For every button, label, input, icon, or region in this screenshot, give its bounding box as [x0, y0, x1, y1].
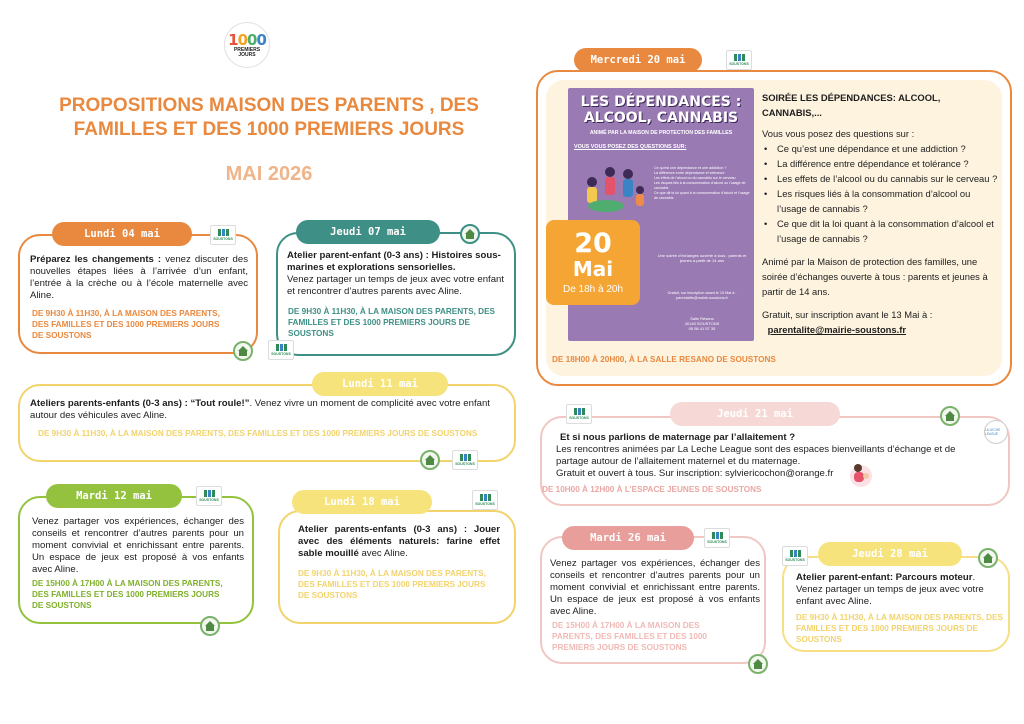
- event-card-lundi-04: [18, 234, 258, 354]
- date-pill-mardi-12: Mardi 12 mai: [46, 484, 182, 508]
- soustons-seal-icon: SOUSTONS: [726, 50, 752, 70]
- soustons-seal-icon: SOUSTONS: [196, 486, 222, 506]
- event-info: DE 9H30 À 11H30, À LA MAISON DES PARENTS, DES FAMILLES ET DES 1000 PREMIERS JOURS DE SOUSTONS: [298, 569, 486, 600]
- poster-question-list: Ce qu’est une dépendance et une addiction ? La différence entre dépendance et tolérance Les effets de l’alcool ou du cannabis sur le cerveau Les risques liés à la consommation d’alcool ou l’usage de cannabis Ce que dit la loi quant à la consommation d’alcool et l’usage de cannabis: [654, 166, 750, 200]
- event-description: Atelier parent-enfant: Parcours moteur. Venez partager un temps de jeux avec votre enfant avec Aline.: [796, 572, 984, 607]
- page-title: PROPOSITIONS MAISON DES PARENTS , DES FAMILLES ET DES 1000 PREMIERS JOURS: [59, 95, 479, 140]
- date-pill-jeudi-21: Jeudi 21 mai: [670, 402, 840, 426]
- soustons-seal-icon: SOUSTONS: [782, 546, 808, 566]
- people-illustration-icon: [578, 160, 648, 214]
- event-description: Atelier parent-enfant (0-3 ans) : Histoires sous-marines et explorations sensorielles. Venez partager un temps de jeux avec votre enfant et rencontrer d’autres parents avec Aline.: [287, 250, 505, 297]
- soustons-seal-icon: SOUSTONS: [452, 450, 478, 470]
- poster-open-text: Une soirée d’échanges ouverte à tous : parents et jeunes à partir de 14 ans: [657, 253, 747, 263]
- event-description: Venez partager vos expériences, échanger des conseils et rencontrer d’autres parents pour un moment convivial et enrichissant entre parents. Un espace de jeux est proposé à vos enfants avec Aline.: [550, 558, 760, 617]
- soustons-seal-icon: SOUSTONS: [472, 490, 498, 510]
- soustons-seal-icon: SOUSTONS: [704, 528, 730, 548]
- logo-number: 1000: [228, 30, 266, 49]
- month-label: MAI 2026: [225, 163, 313, 185]
- house-icon: [978, 548, 998, 568]
- soustons-seal-icon: SOUSTONS: [566, 404, 592, 424]
- event-description: Et si nous parlions de maternage par l’allaitement ? Les rencontres animées par La Leche League sont des espaces bienveillants d’échange et de partage autour de l’allaitement maternel et du maternage. Gratuit et ouvert à tous. Sur inscription: sylviericochon@orange.fr: [556, 432, 956, 479]
- event-description: SOIRÉE LES DÉPENDANCES: ALCOOL, CANNABIS,... Vous vous posez des questions sur : • Ce qu’est une dépendance et une addiction ? • La différence entre dépendance et tolérance ? • Les effets de l’alcool ou du cannabis sur le cerveau ? • Les risques liés à la consommation d’alcool ou l’usage de cannabis ? • Ce que dit la loi quant à la consommation d’alcool et l’usage de cannabis ? Animé par la Maison de protection des familles, une soirée d’échanges ouverte à tous : parents et jeunes à partir de 14 ans. Gratuit, sur inscription avant le 13 Mai à : parentalite@mairie-soustons.fr: [762, 90, 998, 337]
- date-pill-lundi-11: Lundi 11 mai: [312, 372, 448, 396]
- event-card-mardi-12: [18, 496, 254, 624]
- breastfeeding-icon: [846, 460, 876, 488]
- event-description: Venez partager vos expériences, échanger des conseils et rencontrer d’autres parents pour un moment convivial et enrichissant entre parents. Un espace de jeux est proposé à vos enfants avec Aline.: [32, 516, 244, 575]
- soustons-seal-icon: SOUSTONS: [210, 225, 236, 245]
- event-info: DE 9H30 À 11H30, À LA MAISON DES PARENTS, DES FAMILLES ET DES 1000 PREMIERS JOURS DE SOUSTONS: [288, 307, 496, 338]
- house-icon: [233, 341, 253, 361]
- event-info: DE 15H00 À 17H00 À LA MAISON DES PARENTS, DES FAMILLES ET DES 1000 PREMIERS JOURS DE SOUSTONS: [32, 579, 223, 610]
- poster-title: LES DÉPENDANCES : ALCOOL, CANNABIS: [580, 94, 742, 126]
- event-info: DE 9H30 À 11H30, À LA MAISON DES PARENTS, DES FAMILLES ET DES 1000 PREMIERS JOURS DE SOUSTONS: [796, 613, 1004, 644]
- event-card-jeudi-28: [782, 556, 1010, 652]
- event-description: Atelier parents-enfants (0-3 ans) : Jouer avec des éléments naturels: farine effet sable mouillé avec Aline.: [298, 524, 500, 559]
- house-icon: [460, 224, 480, 244]
- question-list: • Ce qu’est une dépendance et une addiction ? • La différence entre dépendance et tolérance ? • Les effets de l’alcool ou du cannabis sur le cerveau ? • Les risques liés à la consommation d’alcool ou l’usage de cannabis ? • Ce que dit la loi quant à la consommation d’alcool et l’usage de cannabis ?: [762, 141, 998, 246]
- 1000-premiers-jours-logo: [224, 22, 270, 68]
- house-icon: [940, 406, 960, 426]
- logo-text: PREMIERS JOURS: [233, 46, 261, 58]
- poster-place: Salle Résano 40140 SOUSTONS 05 58 41 57 35: [684, 316, 720, 331]
- poster-questions-heading: VOUS VOUS POSEZ DES QUESTIONS SUR:: [574, 144, 687, 150]
- event-card-jeudi-21: [540, 416, 1010, 506]
- date-pill-mardi-26: Mardi 26 mai: [562, 526, 694, 550]
- poster-date-box: 20 Mai De 18h à 20h: [546, 220, 640, 305]
- house-icon: [420, 450, 440, 470]
- date-pill-lundi-18: Lundi 18 mai: [292, 490, 432, 514]
- soustons-seal-icon: SOUSTONS: [268, 340, 294, 360]
- email-link[interactable]: parentalite@mairie-soustons.fr: [767, 324, 906, 335]
- event-info: DE 9H30 À 11H30, À LA MAISON DES PARENTS, DES FAMILLES ET DES 1000 PREMIERS JOURS DE SOUSTONS: [38, 429, 478, 438]
- event-info: DE 10H00 À 12H00 À L’ESPACE JEUNES DE SOUSTONS: [542, 485, 762, 494]
- poster-subtitle: ANIMÉ PAR LA MAISON DE PROTECTION DES FAMILLES: [589, 130, 733, 136]
- date-pill-jeudi-28: Jeudi 28 mai: [818, 542, 962, 566]
- house-icon: [748, 654, 768, 674]
- poster-inscription: Gratuit, sur inscription avant le 13 Mai à : parentalite@mairie-soustons.fr: [667, 291, 737, 300]
- event-info: DE 15H00 À 17H00 À LA MAISON DES PARENTS, DES FAMILLES ET DES 1000 PREMIERS JOURS DE SOUSTONS: [552, 621, 707, 652]
- event-info: DE 9H30 À 11H30, À LA MAISON DES PARENTS, DES FAMILLES ET DES 1000 PREMIERS JOURS DE SOUSTONS: [32, 309, 220, 340]
- event-info: DE 18H00 À 20H00, À LA SALLE RESANO DE SOUSTONS: [552, 355, 776, 364]
- la-leche-league-logo: LA LECHE LEAGUE: [984, 420, 1008, 444]
- event-card-lundi-18: [278, 510, 516, 624]
- date-pill-lundi-04: Lundi 04 mai: [52, 222, 192, 246]
- event-description: Ateliers parents-enfants (0-3 ans) : “Tout roule!”. Venez vivre un moment de complicité avec votre enfant autour des véhicules avec Aline.: [30, 398, 490, 421]
- event-card-mardi-26: [540, 536, 766, 664]
- house-icon: [200, 616, 220, 636]
- event-card-lundi-11: [18, 384, 516, 462]
- date-pill-mercredi-20: Mercredi 20 mai: [574, 48, 702, 72]
- event-description: Préparez les changements : venez discuter des nouvelles étapes liées à l’arrivée d’un enfant, l’entrée à la crèche ou à l’école maternelle avec Aline.: [30, 254, 248, 301]
- event-card-jeudi-07: [276, 232, 516, 356]
- date-pill-jeudi-07: Jeudi 07 mai: [296, 220, 440, 244]
